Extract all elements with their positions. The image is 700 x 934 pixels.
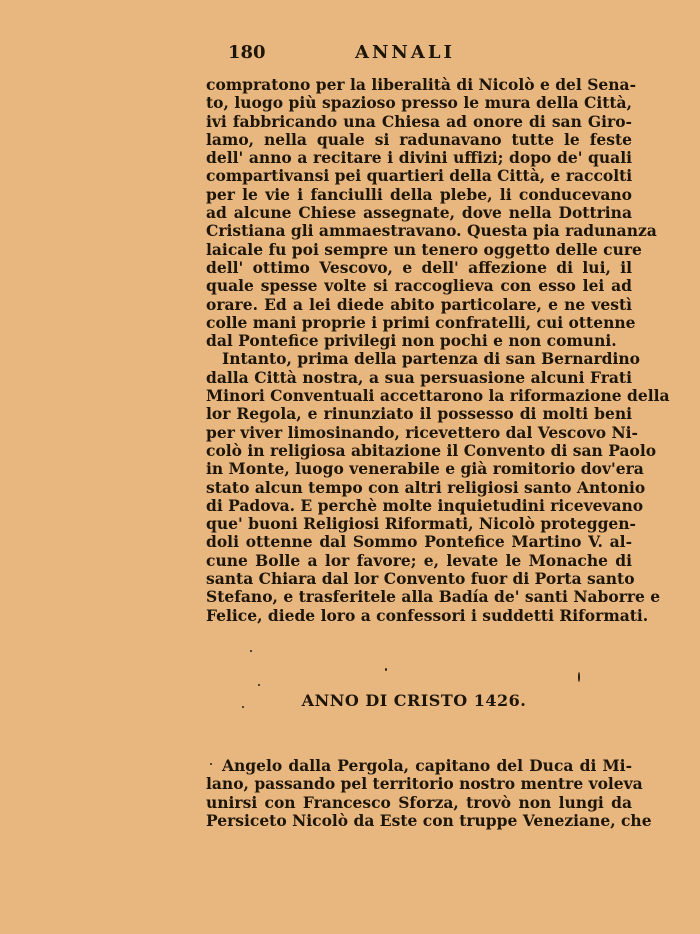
text-line: dell' anno a recitare i divini uffizi; dopo de' quali [206,148,632,168]
text-line: cune Bolle a lor favore; e, levate le Monache di [206,550,632,570]
text-line: santa Chiara dal lor Convento fuor di Porta santo [206,569,635,589]
text-line: lor Regola, e rinunziato il possesso di molti beni [206,404,632,424]
text-line: que' buoni Religiosi Riformati, Nicolò proteggen- [206,514,636,534]
text-line: ivi fabbricando una Chiesa ad onore di san Giro- [206,111,632,131]
section-heading [0,691,700,710]
text-line: dell' ottimo Vescovo, e dell' affezione di lui, il [206,257,632,277]
text-line: compratono per la liberalità di Nicolò e del Sena- [206,75,636,94]
text-line: per le vie i fanciulli della plebe, li conducevano [206,184,632,204]
scan-speck [250,650,252,652]
scan-speck [578,672,580,682]
text-line: Persiceto Nicolò da Este con truppe Veneziane, che [206,810,652,830]
text-line: compartivansi pei quartieri della Città, e raccolti [206,166,633,186]
body-passage-2 [206,756,652,830]
page-header [0,42,700,66]
running-head: ANNALI [355,42,455,63]
text-line: ad alcune Chiese assegnate, dove nella Dottrina [206,203,632,223]
scan-speck [258,684,260,686]
text-line: Stefano, e trasferitele alla Badía de' santi Naborre e [206,587,661,607]
text-line: colò in religiosa abitazione il Convento di san Paolo [206,440,657,460]
text-line: dalla Città nostra, a sua persuasione alcuni Frati [206,367,632,387]
text-line: quale spesse volte si raccoglieva con esso lei ad [206,276,632,296]
text-line: orare. Ed a lei diede abito particolare, e ne vestì [206,294,632,314]
text-line: to, luogo più spazioso presso le mura della Città, [206,93,632,113]
text-line: doli ottenne dal Sommo Pontefice Martino V. al- [206,532,632,552]
scan-speck [385,668,387,671]
text-line: dal Pontefice privilegi non pochi e non comuni. [206,331,617,351]
text-line: lano, passando pel territorio nostro mentre voleva [206,774,643,794]
text-line: laicale fu poi sempre un tenero oggetto delle cure [206,239,642,259]
text-line: colle mani proprie i primi confratelli, cui ottenne [206,312,636,332]
text-line: unirsi con Francesco Sforza, trovò non lungi da [206,792,632,812]
text-line: Cristiana gli ammaestravano. Questa pia radunanza [206,221,657,241]
text-line: Minori Conventuali accettarono la riformazione della [206,386,670,406]
text-line: di Padova. E perchè molte inquietudini ricevevano [206,495,644,515]
text-line: Intanto, prima della partenza di san Bernardino [222,349,641,369]
body-passage-1 [206,75,670,625]
year-heading: ANNO DI CRISTO 1426. [301,691,527,710]
text-line: in Monte, luogo venerabile e già romitorio dov'era [206,459,644,479]
text-line: Felice, diede loro a confessori i suddetti Riformati. [206,605,649,625]
text-line: stato alcun tempo con altri religiosi santo Antonio [206,477,646,497]
text-line: per viver limosinando, ricevettero dal Vescovo Ni- [206,422,638,442]
page-number: 180 [228,42,266,63]
text-line: lamo, nella quale si radunavano tutte le feste [206,129,632,149]
text-line: Angelo dalla Pergola, capitano del Duca di Mi- [222,756,632,775]
